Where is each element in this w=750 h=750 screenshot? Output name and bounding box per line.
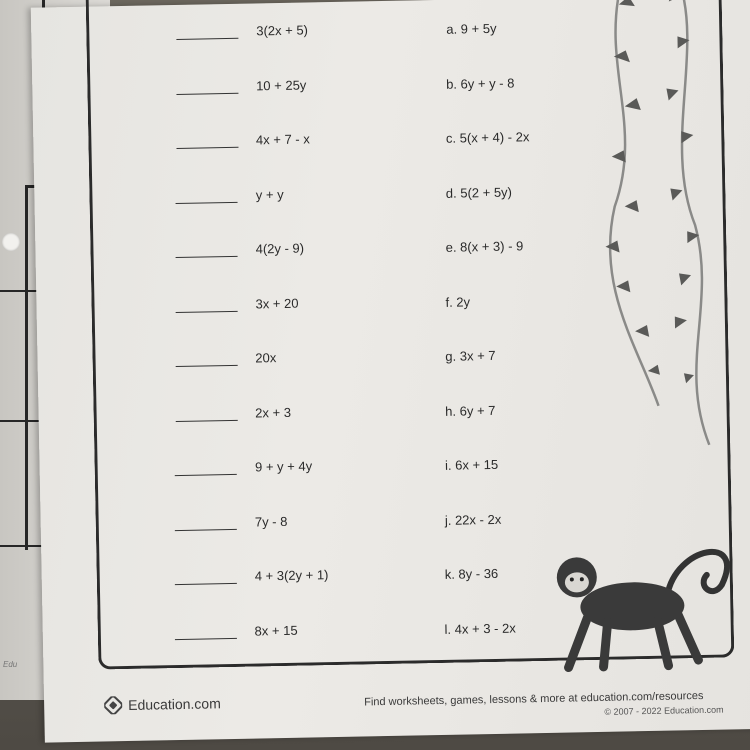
answer-blank[interactable] [176,201,238,203]
answer-blank[interactable] [175,419,237,421]
expression: 3(2x + 5) [256,22,309,39]
expression: 4 + 3(2y + 1) [254,567,329,584]
footer-cta[interactable]: Find worksheets, games, lessons & more at education.com/resources [364,689,704,709]
expression: 10 + 25y [255,76,307,93]
expression: 3x + 20 [255,295,299,311]
expression: 7y - 8 [254,513,288,530]
answer-choice: b. 6y + y - 8 [445,74,515,92]
answer-blank[interactable] [175,528,237,530]
answer-blank[interactable] [175,365,237,367]
footer-brand: Education.com [128,695,221,714]
expression: 4(2y - 9) [255,240,305,257]
answer-choice: h. 6y + 7 [445,402,496,419]
answer-choice: f. 2y [445,293,471,310]
worksheet-page [31,0,750,743]
answer-choice: a. 9 + 5y [446,20,497,37]
underlying-footer-text: Edu [3,660,18,669]
answer-choice: k. 8y - 36 [444,565,499,582]
footer-copyright: © 2007 - 2022 Education.com [604,704,724,717]
answer-blank[interactable] [175,474,237,476]
expression: 8x + 15 [254,622,298,639]
answer-choice: d. 5(2 + 5y) [445,184,513,201]
answer-choice: c. 5(x + 4) - 2x [445,129,530,146]
answer-choice: l. 4x + 3 - 2x [444,620,516,637]
punch-hole [2,233,20,251]
expression: 2x + 3 [255,404,292,421]
answer-choice: j. 22x - 2x [444,511,502,528]
expression: 4x + 7 - x [255,131,310,148]
answer-blank[interactable] [176,310,238,312]
underlying-border [0,545,45,547]
answer-choice: g. 3x + 7 [445,347,496,364]
answer-blank[interactable] [176,147,238,149]
education-logo-icon [104,696,122,714]
answer-blank[interactable] [175,583,237,585]
answer-blank[interactable] [176,38,238,40]
monkey-illustration [546,524,739,678]
underlying-border [25,185,28,550]
footer-logo[interactable] [104,694,221,714]
answer-choice: i. 6x + 15 [444,456,499,473]
answer-blank[interactable] [176,256,238,258]
answer-blank[interactable] [176,92,238,94]
vine-illustration [590,0,719,467]
expression: 9 + y + 4y [254,458,313,475]
answer-choice: e. 8(x + 3) - 9 [445,238,524,255]
expression: 20x [255,350,277,366]
expression: y + y [255,186,284,202]
answer-blank[interactable] [175,637,237,639]
